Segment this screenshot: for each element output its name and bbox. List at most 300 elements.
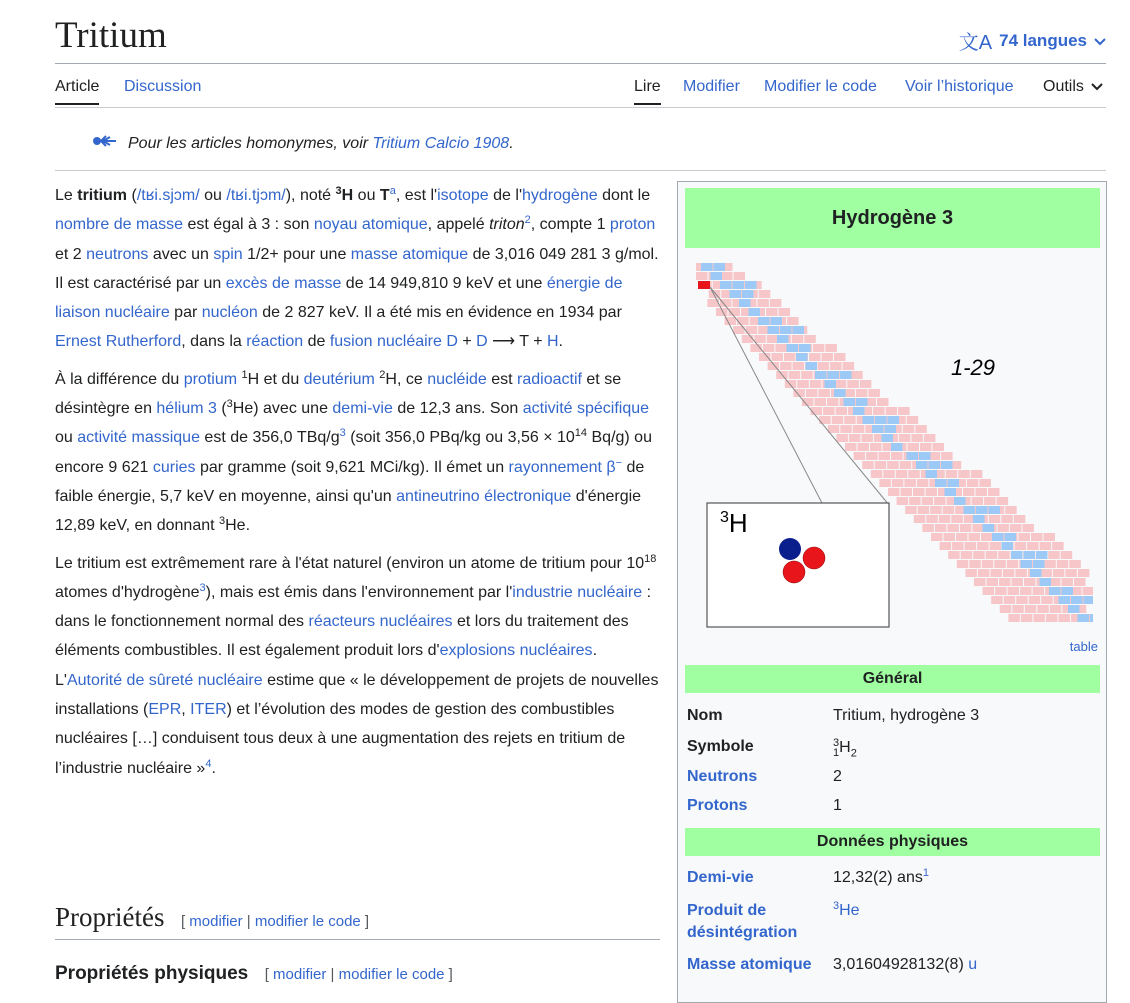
tabs-divider	[55, 107, 1106, 108]
stable-cell	[983, 524, 995, 532]
infobox-title: Hydrogène 3	[685, 188, 1100, 248]
nuclide-cell	[1015, 569, 1027, 577]
stable-cell	[733, 281, 745, 289]
nuclide-cell	[847, 380, 859, 388]
nuclide-cell	[1008, 614, 1020, 622]
nuclide-cell	[990, 569, 1002, 577]
stable-cell	[1021, 560, 1033, 568]
stable-cell	[919, 452, 931, 460]
nuclide-cell	[989, 515, 1001, 523]
nuclide-cell	[737, 317, 749, 325]
section-heading-physical: Propriétés physiques [ modifier | modifier le code ]	[55, 963, 453, 984]
nuclide-cell	[908, 470, 920, 478]
nuclide-cell	[862, 461, 874, 469]
nuclide-cell	[951, 515, 963, 523]
stable-cell	[799, 344, 811, 352]
tab-read[interactable]: Lire	[634, 78, 661, 105]
nuclide-cell	[877, 398, 889, 406]
nuclide-cell	[990, 542, 1002, 550]
nuclide-cell	[915, 425, 927, 433]
stable-cell	[992, 533, 1004, 541]
nuclide-cell	[941, 452, 953, 460]
nuclide-cell	[1024, 578, 1036, 586]
stable-cell	[882, 434, 894, 442]
hatnote-text: Pour les articles homonymes, voir	[128, 134, 369, 152]
nuclide-cell	[854, 452, 866, 460]
stable-cell	[875, 416, 887, 424]
nuclide-cell	[904, 479, 916, 487]
nuclide-cell	[836, 407, 848, 415]
nuclide-cell	[948, 551, 960, 559]
nuclide-cell	[770, 299, 782, 307]
nuclide-cell	[986, 551, 998, 559]
stable-cell	[1002, 542, 1014, 550]
edit-link[interactable]: modifier	[273, 966, 327, 983]
nuclide-cell	[767, 335, 779, 343]
nuclide-cell	[856, 389, 868, 397]
hatnote-link[interactable]: Tritium Calcio 1908	[372, 134, 510, 152]
nuclide-cell	[785, 380, 797, 388]
stable-cell	[745, 281, 757, 289]
nuclide-cell	[897, 497, 909, 505]
nuclide-cell	[840, 425, 852, 433]
stable-cell	[976, 506, 988, 514]
stable-cell	[989, 506, 1001, 514]
nuclide-cell	[896, 470, 908, 478]
nuclide-cell	[1003, 569, 1015, 577]
nuclide-cell	[1007, 560, 1019, 568]
nuclide-cell	[815, 398, 827, 406]
nuclide-cell	[775, 344, 787, 352]
nuclide-cell	[1033, 587, 1045, 595]
nuclide-cell	[789, 371, 801, 379]
stable-cell	[973, 515, 985, 523]
nuclide-cell	[866, 452, 878, 460]
nuclide-cell	[1048, 551, 1060, 559]
symbol-value: 3 $1H_2$	[833, 737, 857, 760]
stable-cell	[1024, 551, 1036, 559]
stable-cell	[768, 326, 780, 334]
nuclide-cell	[887, 461, 899, 469]
nuclide-cell	[981, 533, 993, 541]
nuclide-cell	[779, 308, 791, 316]
nuclide-cell	[979, 479, 991, 487]
stable-cell	[828, 371, 840, 379]
page-title: Tritium	[55, 15, 167, 56]
nuclide-cell	[899, 434, 911, 442]
nuclide-cell	[1008, 587, 1020, 595]
nuclide-cell	[969, 533, 981, 541]
stable-cell	[840, 371, 852, 379]
stable-cell	[739, 299, 751, 307]
stable-cell	[711, 272, 723, 280]
nuclide-cell	[1016, 596, 1027, 604]
nuclide-cell	[1012, 578, 1024, 586]
nuclide-cell	[757, 299, 769, 307]
nuclide-cell	[843, 362, 855, 370]
stable-cell	[856, 398, 868, 406]
edit-code-link[interactable]: modifier le code	[338, 966, 445, 983]
stable-cell	[701, 263, 713, 271]
nuclide-cell	[930, 506, 942, 514]
stable-cell	[793, 326, 805, 334]
nuclide-cell	[1021, 614, 1033, 622]
nuclide-cell	[1041, 596, 1053, 604]
nuclide-cell	[978, 569, 990, 577]
stable-cell	[1062, 587, 1074, 595]
nuclide-cell	[1027, 542, 1039, 550]
edit-code-link[interactable]: modifier le code	[254, 913, 361, 930]
inset-symbol: $^3$H	[720, 508, 748, 538]
nuclide-cell	[886, 407, 898, 415]
nuclide-cell	[922, 524, 934, 532]
nuclide-cell	[772, 353, 784, 361]
chart-table-link[interactable]: table	[1069, 639, 1098, 654]
nuclide-cell	[987, 578, 999, 586]
nuclide-cell	[963, 488, 975, 496]
nuclide-cell	[965, 569, 977, 577]
nuclide-cell	[965, 542, 977, 550]
stable-cell	[885, 425, 897, 433]
stable-cell	[888, 416, 900, 424]
nuclide-cell	[940, 542, 952, 550]
nuclide-cell	[933, 443, 945, 451]
nuclide-cell	[918, 506, 930, 514]
nuclide-cell	[696, 272, 708, 280]
nuclide-cell	[1031, 533, 1043, 541]
nuclide-cell	[888, 488, 900, 496]
stable-cell	[742, 290, 754, 298]
nuclide-cell	[861, 434, 873, 442]
tab-edit[interactable]: Modifier	[683, 78, 740, 95]
stable-cell	[907, 452, 919, 460]
tools-menu[interactable]	[1043, 78, 1103, 96]
stable-cell	[945, 488, 957, 496]
nuclide-cell	[810, 380, 822, 388]
nuclide-cell	[860, 380, 872, 388]
stable-cell	[796, 353, 808, 361]
nuclide-cell	[1046, 614, 1058, 622]
stable-cell	[1005, 533, 1017, 541]
nuclide-cell	[1005, 506, 1017, 514]
stable-cell	[929, 461, 941, 469]
stable-cell	[1036, 551, 1048, 559]
nuclide-cell	[868, 389, 880, 397]
nuclide-cell	[952, 542, 964, 550]
nuclide-chart[interactable]	[693, 260, 1093, 632]
nuclide-cell	[809, 353, 821, 361]
hatnote-divider	[55, 170, 1106, 171]
stable-cell	[714, 263, 726, 271]
nuclide-cell	[792, 335, 804, 343]
nuclide-cell	[995, 587, 1007, 595]
language-selector[interactable]	[959, 26, 1106, 55]
stable-cell	[863, 416, 875, 424]
nuclide-cell	[920, 443, 932, 451]
stable-cell	[806, 362, 818, 370]
nuclide-cell	[870, 443, 882, 451]
stable-cell	[926, 470, 938, 478]
nuclide-cell	[845, 443, 857, 451]
nuclide-cell	[1022, 524, 1034, 532]
nuclide-cell	[830, 362, 842, 370]
nuclide-cell	[818, 362, 830, 370]
nuclide-cell	[844, 416, 856, 424]
paragraph-radioactivity: À la différence du protium $^1$H et du deutérium $^2$H, ce nucléide est radioactif et se désintègre en hélium 3 ($^3$He) avec une demi-vie de 12,3 ans. Son activité spécifique ou activité massique est de 356,0 TBq/g$^3$ (soit 356,0 PBq/kg ou $3,56 \times 10^{14}$ Bq/g) ou encore 9 621 curies par gramme (soit 9,621 MCi/kg). Il émet un rayonnement β− de faible énergie, 5,7 keV en moyenne, ainsi qu'un antineutrino électronique d'énergie 12,89 keV, en donnant $^3$He.	[55, 368, 652, 535]
nuclide-cell	[797, 380, 809, 388]
nuclide-cell	[834, 353, 846, 361]
nuclide-cell	[960, 524, 972, 532]
stable-cell	[1078, 614, 1090, 622]
tab-discussion[interactable]: Discussion	[124, 78, 202, 95]
nuclide-cell	[956, 533, 968, 541]
nuclide-cell	[780, 362, 792, 370]
nuclide-cell	[873, 407, 885, 415]
nuclide-cell	[802, 398, 814, 406]
stable-cell	[1059, 596, 1071, 604]
nuclide-cell	[898, 407, 910, 415]
subsection-edit-links: [ modifier | modifier le code ]	[264, 966, 453, 983]
nuclide-cell	[766, 308, 778, 316]
disambiguation-icon	[92, 134, 118, 153]
nuclide-cell	[983, 587, 995, 595]
nuclide-cell	[835, 380, 847, 388]
nuclide-cell	[1033, 614, 1045, 622]
nuclide-cell	[883, 470, 895, 478]
nuclide-cell	[1004, 596, 1016, 604]
nuclide-cell	[973, 551, 985, 559]
nuclide-cell	[943, 506, 955, 514]
tritium-highlight	[698, 281, 710, 289]
article-body	[55, 181, 663, 791]
stable-cell	[1030, 569, 1042, 577]
nuclide-cell	[988, 488, 1000, 496]
stable-cell	[1049, 587, 1061, 595]
nuclide-cell	[1040, 569, 1052, 577]
nuclide-cell	[851, 371, 863, 379]
nuclide-cell	[939, 515, 951, 523]
nuclide-cell	[969, 560, 981, 568]
nuclide-cell	[1065, 569, 1077, 577]
translate-icon: 文A	[958, 32, 993, 54]
stable-cell	[964, 506, 976, 514]
nuclide-cell	[818, 389, 830, 397]
stable-cell	[777, 335, 789, 343]
nuclide-cell	[946, 470, 958, 478]
nuclide-cell	[957, 560, 969, 568]
stable-cell	[749, 308, 761, 316]
nuclide-cell	[972, 524, 984, 532]
nuclide-cell	[1010, 524, 1022, 532]
proton-particle	[803, 547, 825, 569]
nuclide-cell	[998, 551, 1010, 559]
nuclide-cell	[742, 335, 754, 343]
nuclide-cell	[922, 497, 934, 505]
nuclide-cell	[891, 452, 903, 460]
stable-cell	[954, 497, 966, 505]
nuclide-cell	[836, 434, 848, 442]
nuclide-cell	[823, 407, 835, 415]
stable-cell	[844, 398, 856, 406]
nuclide-cell	[1078, 569, 1090, 577]
nuclide-cell	[1040, 542, 1052, 550]
stable-cell	[730, 290, 742, 298]
nuclide-cell	[967, 479, 979, 487]
nuclide-cell	[926, 488, 938, 496]
stable-cell	[1090, 614, 1093, 622]
chevron-down-icon	[1094, 31, 1106, 51]
stable-cell	[1011, 551, 1023, 559]
nuclide-cell	[926, 515, 938, 523]
nuclide-cell	[1001, 515, 1013, 523]
stable-cell	[853, 407, 865, 415]
stable-cell	[891, 443, 903, 451]
nuclide-cell	[1074, 578, 1086, 586]
stable-cell	[916, 461, 928, 469]
stable-cell	[1071, 596, 1083, 604]
nuclide-cell	[935, 524, 947, 532]
nuclide-cell	[721, 272, 733, 280]
nuclide-cell	[958, 470, 970, 478]
nuclide-cell	[801, 371, 813, 379]
nuclide-cell	[994, 560, 1006, 568]
hatnote: Pour les articles homonymes, voir Tritium Calcio 1908.	[92, 134, 514, 153]
nuclide-cell	[784, 353, 796, 361]
section-heading-properties: Propriétés [ modifier | modifier le code ]	[55, 902, 660, 940]
nuclide-cell	[1069, 560, 1081, 568]
paragraph-intro: Le tritium (/tʁi.sjɔm/ ou /tʁi.tjɔm/), noté $^3$H ou T$^a$, est l'isotope de l'hydrogène dont le nombre de masse est égal à 3 : son noyau atomique, appelé triton$^2$, compte 1 proton et 2 neutrons avec un spin 1/2+ pour une masse atomique de 3,016 049 281 3 g/mol. Il est caractérisé par un excès de masse de 14 949,810 9 keV et une énergie de liaison nucléaire par nucléon de 2 827 keV. Il a été mis en évidence en 1934 par Ernest Rutherford, dans la réaction de fusion nucléaire D + D ⟶ T + H.	[55, 185, 659, 351]
nuclide-cell	[1057, 560, 1069, 568]
nuclide-cell	[907, 416, 919, 424]
nuclide-cell	[787, 317, 799, 325]
nuclide-cell	[763, 344, 775, 352]
nuclide-cell	[853, 425, 865, 433]
title-divider	[55, 63, 1106, 64]
nuclide-cell	[1044, 560, 1056, 568]
nuclide-cell	[806, 389, 818, 397]
tab-article[interactable]: Article	[55, 78, 99, 105]
paragraph-occurrence: Le tritium est extrêmement rare à l'état naturel (environ un atome de tritium pour $10^{18}$ atomes d'hydrogène$^3$), mais est émis dans l'environnement par l'industrie nucléaire : dans le fonctionnement normal des réacteurs nucléaires et lors du traitement des éléments combustibles. Il est également produit lors d'explosions nucléaires. L'Autorité de sûreté nucléaire estime que « le développement de projets de nouvelles installations (EPR, ITER) et l’évolution des modes de gestion des combustibles nucléaires […] conduisent tous deux à une augmentation des rejets en tritium de l’industrie nucléaire »$^4$.	[55, 552, 659, 777]
nuclide-cell	[875, 461, 887, 469]
chart-range-label: 1-29	[951, 355, 996, 380]
nuclide-cell	[1015, 542, 1027, 550]
nuclide-cell	[991, 596, 1003, 604]
nuclide-cell	[971, 470, 983, 478]
nuclide-cell	[944, 533, 956, 541]
nuclide-cell	[822, 353, 834, 361]
nuclide-cell	[908, 443, 920, 451]
nuclide-cell	[974, 578, 986, 586]
nuclide-cell	[903, 425, 915, 433]
nuclide-cell	[982, 560, 994, 568]
nuclide-cell	[879, 452, 891, 460]
nuclide-cell	[976, 488, 988, 496]
infobox: Hydrogène 3 $^3$H 1-29 table Général Nom Tritium, hydrogène 3 Symbole 3 $1H_2$ Neutrons 2 Protons 1 Données physiques Demi-vie 12,32(2) ans$^1$ Produit de désintégration $^3$He Masse atomique 3,01604928132(8) u	[677, 181, 1107, 1003]
nuclide-cell	[825, 344, 837, 352]
nuclide-cell	[1012, 605, 1024, 613]
nuclide-cell	[1000, 605, 1012, 613]
nuclide-cell	[901, 488, 913, 496]
language-count: 74 langues	[999, 30, 1087, 50]
stable-cell	[1068, 605, 1080, 613]
nuclide-cell	[911, 434, 923, 442]
nuclide-cell	[858, 443, 870, 451]
nuclide-cell	[931, 533, 943, 541]
stable-cell	[771, 317, 783, 325]
tab-edit-source[interactable]: Modifier le code	[764, 78, 877, 95]
section-edit-links: [ modifier | modifier le code ]	[180, 913, 370, 930]
nuclide-cell	[1061, 551, 1073, 559]
stable-cell	[872, 425, 884, 433]
nuclide-cell	[879, 479, 891, 487]
stable-cell	[1033, 560, 1045, 568]
nuclide-cell	[917, 479, 929, 487]
nuclide-cell	[1037, 605, 1049, 613]
stable-cell	[780, 326, 792, 334]
stable-cell	[758, 317, 770, 325]
nuclide-cell	[1014, 515, 1026, 523]
nuclide-cell	[1058, 614, 1070, 622]
nuclide-cell	[1062, 578, 1074, 586]
nuclide-cell	[999, 578, 1011, 586]
nuclide-cell	[913, 488, 925, 496]
stable-cell	[935, 479, 947, 487]
nuclide-cell	[924, 434, 936, 442]
nuclide-cell	[997, 524, 1009, 532]
page-tabs	[55, 75, 1106, 107]
nuclide-cell	[827, 398, 839, 406]
nuclide-cell	[754, 335, 766, 343]
neutron-particle	[779, 538, 801, 560]
nuclide-cell	[900, 461, 912, 469]
stable-cell	[720, 281, 732, 289]
nuclide-cell	[759, 290, 771, 298]
stable-cell	[787, 344, 799, 352]
nuclide-cell	[1044, 533, 1056, 541]
nuclide-cell	[972, 497, 984, 505]
nuclide-cell	[871, 470, 883, 478]
nuclide-cell	[1050, 605, 1062, 613]
tools-label: Outils	[1043, 78, 1084, 95]
stable-cell	[815, 371, 827, 379]
nuclide-cell	[984, 497, 996, 505]
nuclide-cell	[804, 335, 816, 343]
nuclide-cell	[909, 497, 921, 505]
nuclide-cell	[1029, 596, 1041, 604]
nuclide-cell	[1020, 587, 1032, 595]
nuclide-cell	[734, 272, 746, 280]
stable-cell	[1084, 596, 1094, 604]
nuclide-cell	[832, 416, 844, 424]
nuclide-cell	[1019, 533, 1031, 541]
nuclide-cell	[997, 497, 1009, 505]
stable-cell	[948, 479, 960, 487]
nuclide-cell	[961, 551, 973, 559]
stable-cell	[834, 389, 846, 397]
stable-cell	[825, 380, 837, 388]
infobox-section-physical: Données physiques	[685, 828, 1100, 856]
nuclide-cell	[947, 524, 959, 532]
stable-cell	[1040, 578, 1052, 586]
nuclide-cell	[914, 515, 926, 523]
edit-link[interactable]: modifier	[189, 913, 243, 930]
tab-history[interactable]: Voir l’historique	[905, 78, 1014, 95]
nuclide-cell	[1083, 587, 1093, 595]
neutron-particle-2	[783, 561, 805, 583]
nuclide-cell	[905, 506, 917, 514]
nuclide-cell	[892, 479, 904, 487]
nuclide-cell	[813, 344, 825, 352]
